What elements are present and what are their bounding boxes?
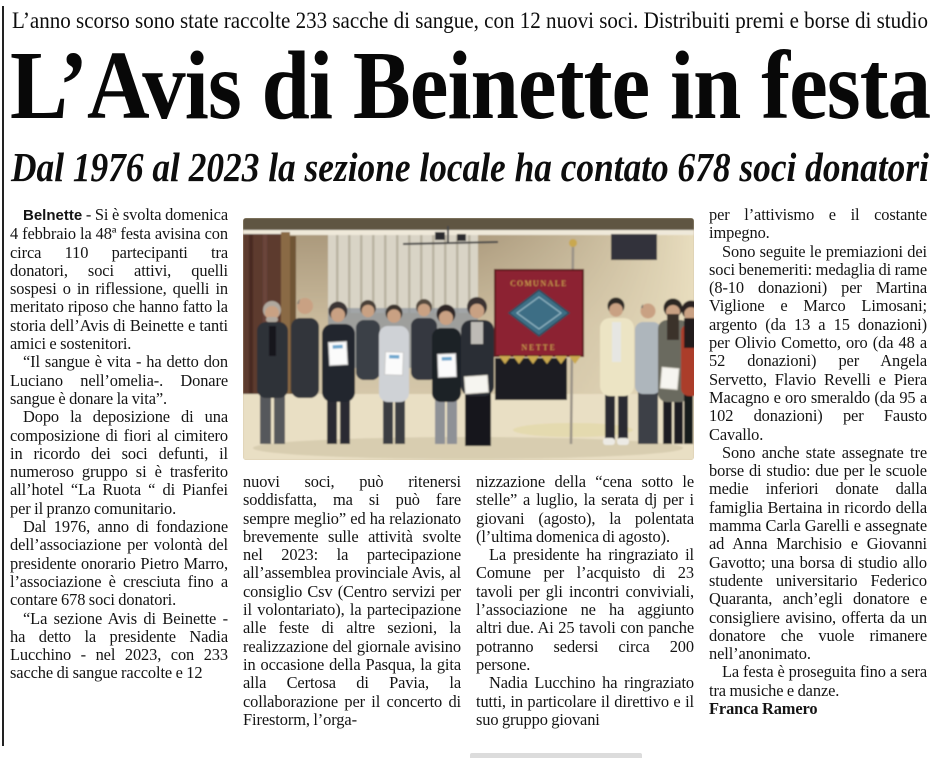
photo-ceiling xyxy=(243,218,694,230)
middle-columns xyxy=(243,206,694,729)
paragraph: La festa è proseguita fino a sera tra musiche e danze. xyxy=(709,662,927,700)
headline: L’Avis di Beinette in festa xyxy=(10,32,931,139)
text-column-1 xyxy=(10,206,228,729)
text-column-2 xyxy=(243,473,461,729)
paragraph: per l’attivismo e il costante impegno. xyxy=(709,205,927,243)
lead-text: - Si è svolta domenica 4 febbraio la 48ª festa avisina con circa 110 partecipanti tra donatori, soci attivi, quelli sospesi o in riflessione, quelli in meritato riposo che hanno fatto la storia dell’Avis di Beinette e tanti amici e sostenitori. xyxy=(10,205,228,354)
paragraph: Nadia Lucchino ha ringraziato tutti, in particolare il direttivo e il suo gruppo giovani xyxy=(476,673,694,729)
paragraph: La presidente ha ringraziato il Comune per l’acquisto di 23 tavoli per gli incontri conviviali, l’associazione ne ha aggiunto altri due. Ai 25 tavoli con panche potranno sedersi circa 200 persone. xyxy=(476,545,694,674)
paragraph: nizzazione della “cena sotto le stelle” a luglio, la serata dj per i giovani (agosto), la polentata (l’ultima domenica di agosto). xyxy=(476,472,694,546)
byline: Franca Ramero xyxy=(709,699,818,719)
paragraph: “Il sangue è vita - ha detto don Luciano nell’omelia-. Donare sangue è donare la vita”. xyxy=(10,352,228,408)
paragraph: Dopo la deposizione di una composizione di fiori al cimitero in ricordo dei soci defunti, il numeroso gruppo si è trasferito all’hotel “La Ruota “ di Pianfei per il pranzo comunitario. xyxy=(10,407,228,518)
article-body xyxy=(10,206,928,729)
person xyxy=(635,304,661,445)
paragraph: Dal 1976, anno di fondazione dell’associazione per volontà del presidente onorario Pietro Marro, l’associazione è cresciuta fino a contare 678 soci donatori. xyxy=(10,517,228,610)
certificate xyxy=(385,352,404,376)
paper xyxy=(660,367,679,389)
subhead: Dal 1976 al 2023 la sezione locale ha contato 678 soci donatori xyxy=(11,144,929,190)
banner-text-top: COMUNALE xyxy=(510,279,568,288)
certificate xyxy=(328,342,347,366)
paragraph: “La sezione Avis di Beinette - ha detto la presidente Nadia Lucchino - nel 2023, con 233 sacche di sangue raccolte e 12 xyxy=(10,608,228,683)
paper xyxy=(464,375,488,394)
column-rule-left xyxy=(2,6,4,746)
group-photo xyxy=(243,218,694,460)
text-column-4 xyxy=(709,206,927,729)
mid-text-columns xyxy=(243,473,694,729)
paragraph: Sono anche state assegnate tre borse di studio: due per le scuole medie inferiori donate dalla famiglia Bertaina in ricordo della mamma Carla Garelli e assegnate ad Anna Marchisio e Giovanni Gavotto; una borsa di studio allo studente universitario Federico Quaranta, anch’egli donatore e consigliere avisino, offerta da un donatore che vuole rimanere nell’anonimato. xyxy=(709,442,927,664)
group-photo-illustration xyxy=(243,218,694,460)
text-column-3 xyxy=(476,473,694,729)
kicker: L’anno scorso sono state raccolte 233 sacche di sangue, con 12 nuovi soci. Distribuiti premi e borse di studio xyxy=(12,8,928,33)
wall-screen xyxy=(611,234,657,260)
adjacent-content-top-edge xyxy=(470,753,642,758)
paragraph: Sono seguite le premiazioni dei soci benemeriti: medaglia di rame (8-10 donazioni) per Martina Viglione e Marco Limosani; argento (da 13 a 15 donazioni) per Olivio Cometto, oro (da 48 a 52 donazioni) per Angela Servetto, Flavio Revelli e Piera Macagno e oro smeraldo (da 95 a 102 donazioni) per Fausto Cavallo. xyxy=(709,241,927,444)
paragraph: nuovi soci, può ritenersi soddisfatta, ma si può fare sempre meglio” ed ha relazionato brevemente sulle attività svolte nel 2023: la partecipazione all’assemblea provinciale Avis, al consiglio Csv (Centro servizi per il volontariato), la partecipazione alle feste di altre sezioni, la realizzazione del giornale avisino in occasione della Pasqua, la gita alla Certosa di Pavia, la collaborazione per il concerto di Firestorm, l’orga- xyxy=(243,472,461,729)
dateline: Belnette xyxy=(23,207,83,224)
speaker-box xyxy=(495,358,567,400)
certificate xyxy=(438,354,457,378)
lead-paragraph xyxy=(10,206,228,353)
banner-text-bottom: NETTE xyxy=(521,343,557,352)
